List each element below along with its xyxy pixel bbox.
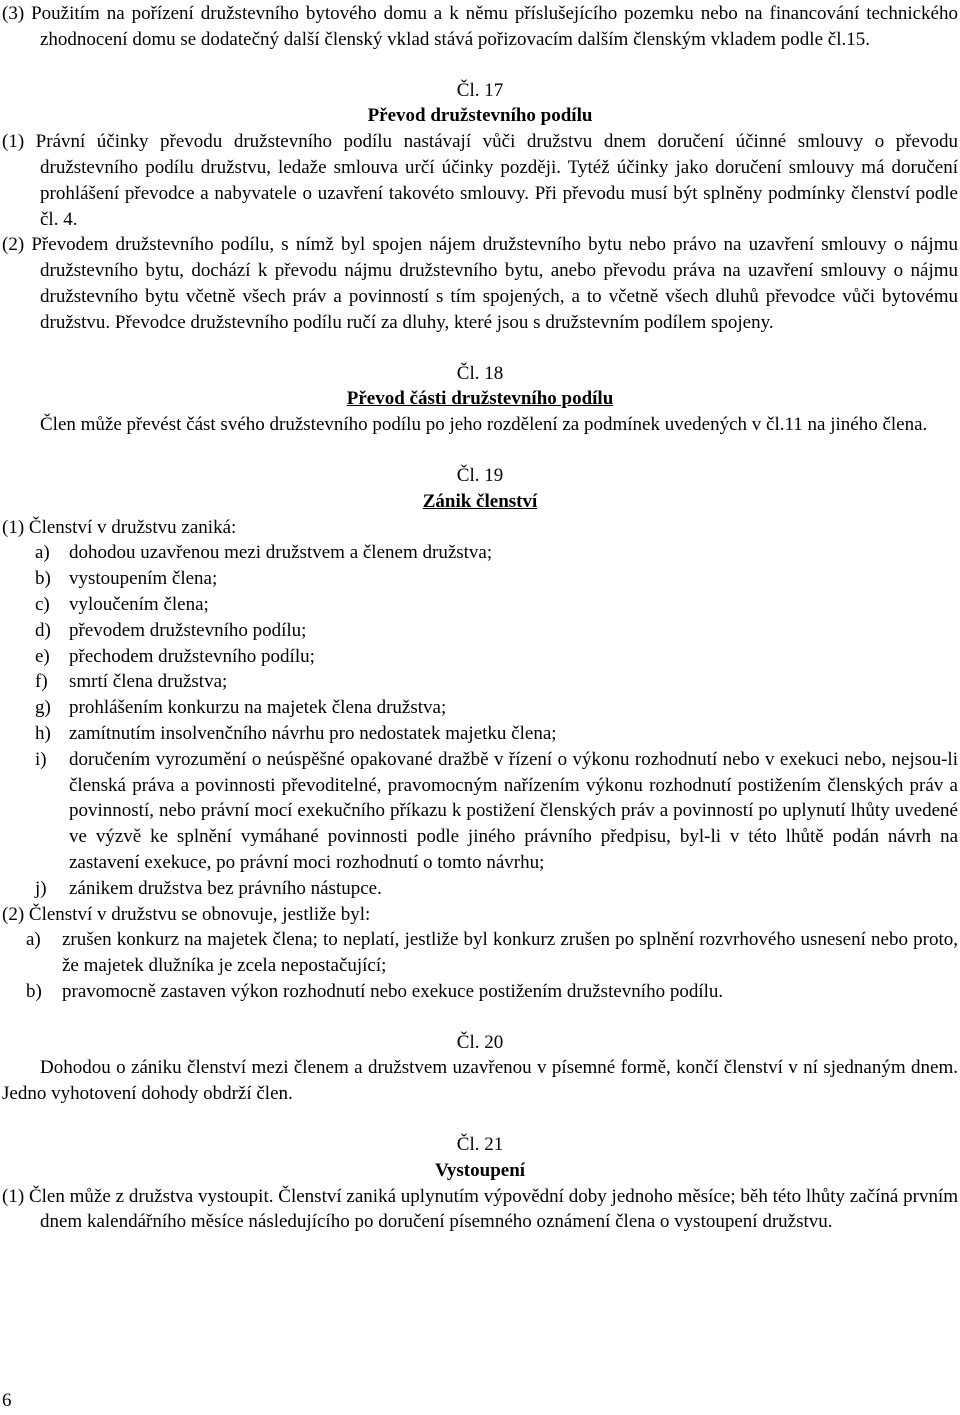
article-20-paragraph: Dohodou o zániku členství mezi členem a družstvem uzavřenou v písemné formě, končí členství v ní sjednaným dnem. Jedno vyhotovení dohody obdrží člen.	[2, 1057, 958, 1105]
list-item-label: i)	[35, 748, 47, 770]
list-item	[2, 979, 958, 1005]
list-item	[2, 876, 958, 902]
article-21-paragraph-1: (1) Člen může z družstva vystoupit. Členství zaniká uplynutím výpovědní doby jednoho měsíce; běh této lhůty začíná prvním dnem kalendářního měsíce následujícího po doručení písemného oznámení člena o vystoupení družstvu.	[2, 1185, 958, 1233]
list-item	[2, 669, 958, 695]
list-item-text: zrušen konkurz na majetek člena; to neplatí, jestliže byl konkurz zrušen po splnění rozvrhového usnesení nebo proto, že majetek dlužníka je zcela nepostačující;	[62, 929, 958, 977]
list-item	[2, 747, 958, 876]
list-item-label: a)	[35, 542, 50, 564]
list-item-text: pravomocně zastaven výkon rozhodnutí nebo exekuce postižením družstevního podílu.	[62, 980, 724, 1002]
list-item-label: e)	[35, 645, 50, 667]
list-item-text: zánikem družstva bez právního nástupce.	[69, 877, 382, 899]
article-19-title: Zánik členství	[422, 490, 538, 512]
list-item-text: vyloučením člena;	[69, 593, 209, 615]
list-item-text: převodem družstevního podílu;	[69, 619, 307, 641]
list-item-text: vystoupením člena;	[69, 568, 218, 590]
article-18-paragraph: Člen může převést část svého družstevního podílu po jeho rozdělení za podmínek uvedených v čl.11 na jiného člena.	[40, 414, 928, 436]
document-page	[2, 1, 958, 1235]
article-19-paragraph-2: (2) Členství v družstvu se obnovuje, jestliže byl:	[2, 903, 371, 925]
article-21-number: Čl. 21	[456, 1134, 504, 1156]
list-item-label: b)	[35, 568, 51, 590]
list-item-label: f)	[35, 671, 48, 693]
article-17-title: Převod družstevního podílu	[367, 105, 593, 127]
article-17-paragraph-1: (1) Právní účinky převodu družstevního podílu nastávají vůči družstvu dnem doručení účinné smlouvy o převodu družstevního podílu družstvu, ledaže smlouva určí účinky později. Tytéž účinky jako doručení smlouvy má doručení prohlášení převodce a nabyvatele o uzavření takovéto smlouvy. Při převodu musí být splněny podmínky členství podle čl. 4.	[2, 131, 958, 230]
article-17-number: Čl. 17	[456, 79, 504, 101]
list-item	[2, 721, 958, 747]
article-19-paragraph-1: (1) Členství v družstvu zaniká:	[2, 516, 237, 538]
list-item-label: g)	[35, 697, 51, 719]
article-21-title: Vystoupení	[434, 1159, 526, 1181]
page-number: 6	[2, 1390, 12, 1411]
list-item	[2, 927, 958, 979]
list-item-label: d)	[35, 619, 51, 641]
article-20-number: Čl. 20	[456, 1031, 504, 1053]
list-item-text: doručením vyrozumění o neúspěšné opakované dražbě v řízení o výkonu rozhodnutí nebo v exekuci nebo, nejsou-li členská práva a povinnosti převoditelné, pravomocným nařízením výkonu rozhodnutí postižením členských práv a povinností, nebo právní mocí exekučního příkazu k postižení členských práv a povinností po uplynutí lhůty uvedené ve výzvě ke splnění vymáhané povinnosti podle jiného právního předpisu, byl-li v této lhůtě podán návrh na zastavení exekuce, po právní moci rozhodnutí o tomto návrhu;	[69, 748, 958, 873]
termination-list	[2, 540, 958, 901]
list-item-text: dohodou uzavřenou mezi družstvem a členem družstva;	[69, 542, 493, 564]
list-item	[2, 566, 958, 592]
intro-paragraph: (3) Použitím na pořízení družstevního bytového domu a k němu příslušejícího pozemku nebo na financování technického zhodnocení domu se dodatečný další členský vklad stává pořizovacím dalším členským vkladem podle čl.15.	[2, 3, 958, 50]
list-item	[2, 592, 958, 618]
list-item-label: c)	[35, 593, 50, 615]
list-item	[2, 644, 958, 670]
article-17-paragraph-2: (2) Převodem družstevního podílu, s nímž byl spojen nájem družstevního bytu nebo právo na uzavření smlouvy o nájmu družstevního bytu, dochází k převodu nájmu družstevního bytu, anebo převodu práva na uzavření smlouvy o nájmu družstevního bytu včetně všech práv a povinností s tím spojených, a to včetně všech dluhů převodce vůči bytovému družstvu. Převodce družstevního podílu ručí za dluhy, které jsou s družstevním podílem spojeny.	[2, 234, 958, 333]
list-item-label: a)	[26, 929, 41, 951]
list-item-text: zamítnutím insolvenčního návrhu pro nedostatek majetku člena;	[69, 722, 557, 744]
list-item-text: přechodem družstevního podílu;	[69, 645, 315, 667]
list-item-label: j)	[35, 877, 47, 899]
list-item	[2, 695, 958, 721]
article-18-number: Čl. 18	[456, 362, 504, 384]
list-item-label: h)	[35, 722, 51, 744]
article-19-number: Čl. 19	[456, 464, 504, 486]
list-item-text: smrtí člena družstva;	[69, 671, 228, 693]
list-item-label: b)	[26, 980, 42, 1002]
list-item	[2, 618, 958, 644]
list-item	[2, 540, 958, 566]
renewal-list	[2, 927, 958, 1004]
article-18-title: Převod části družstevního podílu	[346, 388, 614, 410]
list-item-text: prohlášením konkurzu na majetek člena družstva;	[69, 697, 447, 719]
